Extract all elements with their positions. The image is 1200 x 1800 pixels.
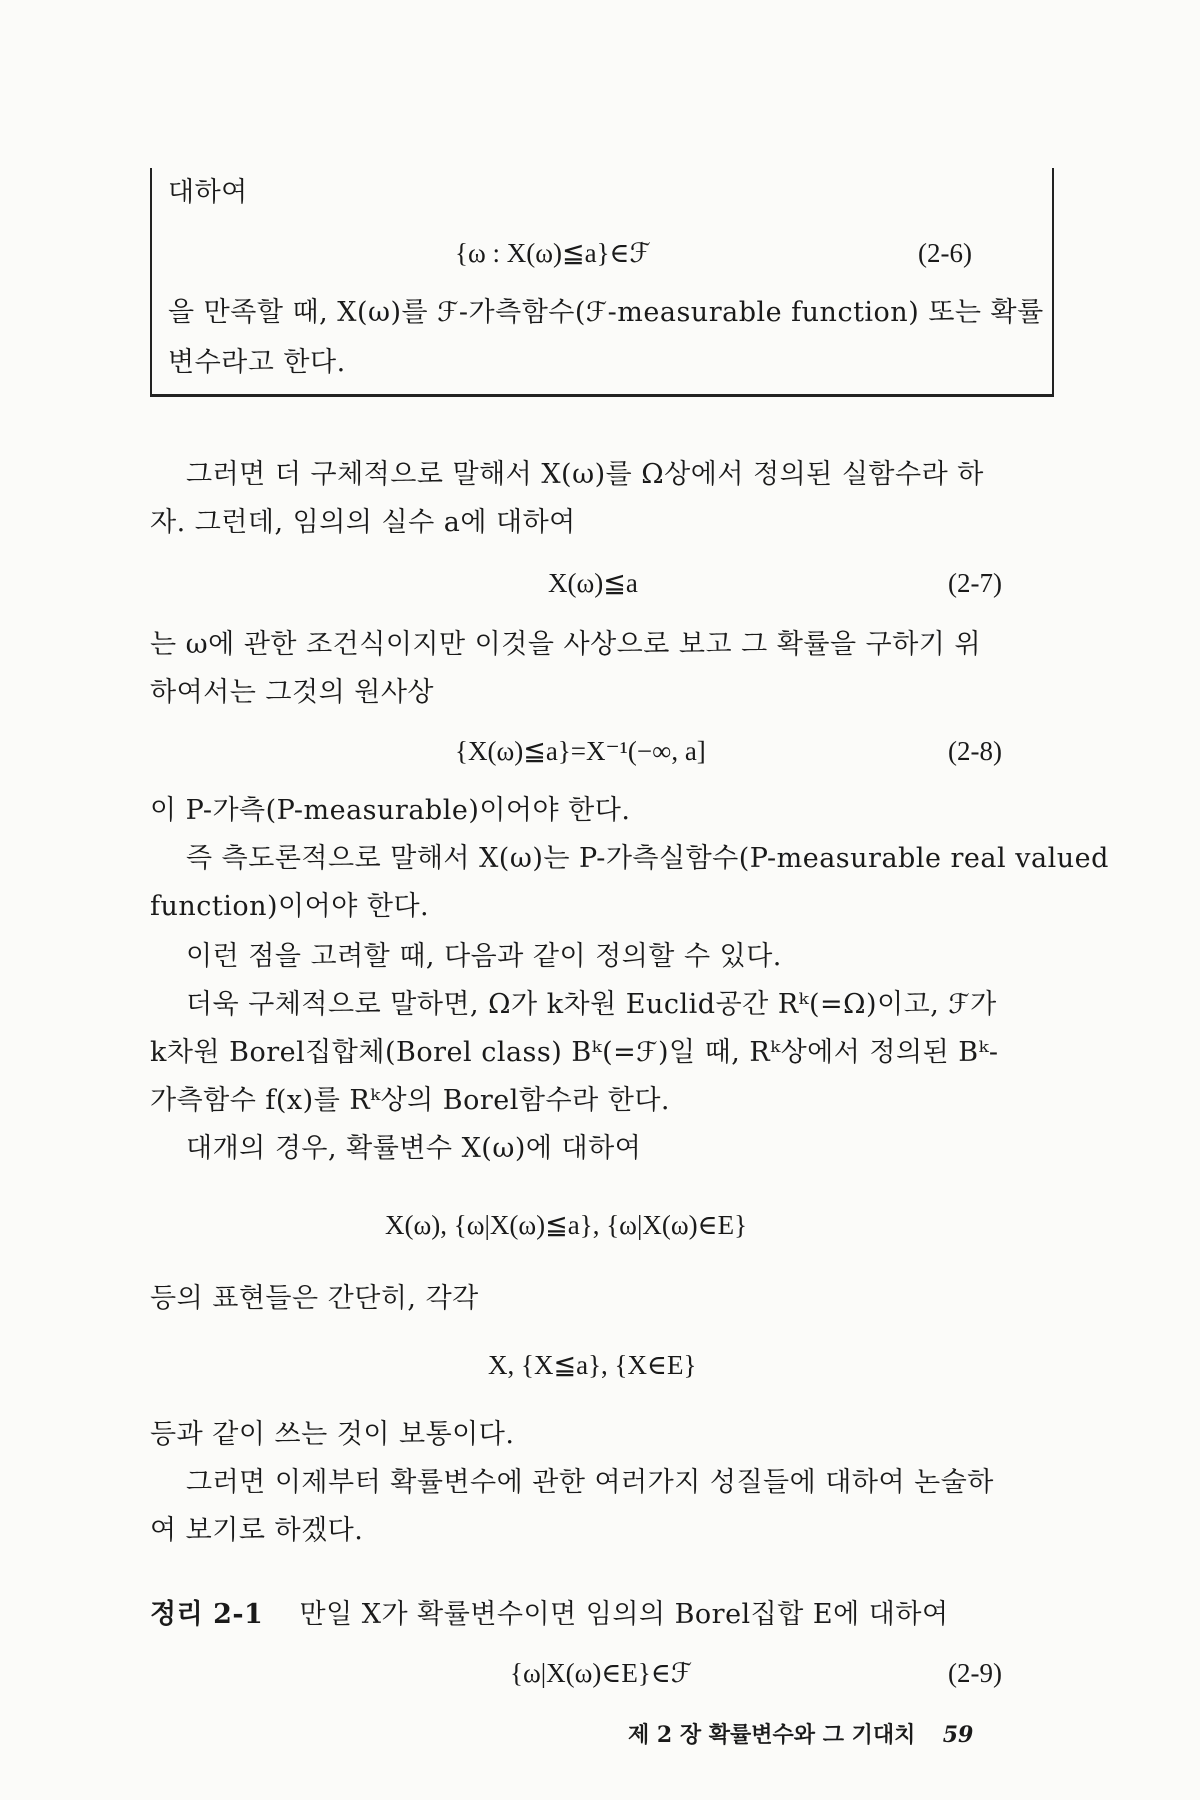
definition-line-2: 을 만족할 때, X(ω)를 ℱ-가측함수(ℱ-measurable function) 또는 확률 xyxy=(168,297,1044,328)
equation-expressions: X(ω), {ω|X(ω)≦a}, {ω|X(ω)∈E} xyxy=(385,1210,748,1240)
equation-2-9-number: (2-9) xyxy=(948,1658,1002,1688)
theorem-text: 만일 X가 확률변수이면 임의의 Borel집합 E에 대하여 xyxy=(299,1599,949,1630)
paragraph-2-line-1: 는 ω에 관한 조건식이지만 이것을 사상으로 보고 그 확률을 구하기 위 xyxy=(150,629,982,660)
equation-2-9: {ω|X(ω)∈E}∈ℱ xyxy=(510,1658,693,1688)
paragraph-8-line-1: 등의 표현들은 간단히, 각각 xyxy=(150,1283,479,1314)
paragraph-3-line-1: 이 P-가측(P-measurable)이어야 한다. xyxy=(150,795,631,826)
paragraph-5-line-1: 이런 점을 고려할 때, 다음과 같이 정의할 수 있다. xyxy=(186,941,782,972)
equation-2-6-number: (2-6) xyxy=(918,238,972,268)
definition-line-3: 변수라고 한다. xyxy=(168,347,346,378)
paragraph-4-line-2: function)이어야 한다. xyxy=(150,891,430,922)
equation-2-6: {ω : X(ω)≦a}∈ℱ xyxy=(455,238,651,268)
footer-chapter: 제 2 장 확률변수와 그 기대치 xyxy=(628,1722,916,1748)
definition-box-bottom-rule xyxy=(150,394,1054,397)
paragraph-1-line-2: 자. 그런데, 임의의 실수 a에 대하여 xyxy=(150,507,576,538)
paragraph-1-line-1: 그러면 더 구체적으로 말해서 X(ω)를 Ω상에서 정의된 실함수라 하 xyxy=(186,459,984,490)
paragraph-7-line-1: 대개의 경우, 확률변수 X(ω)에 대하여 xyxy=(186,1133,642,1164)
theorem-label: 정리 2-1 xyxy=(150,1599,264,1630)
footer-page-number: 59 xyxy=(942,1722,974,1748)
paragraph-9-line-1: 등과 같이 쓰는 것이 보통이다. xyxy=(150,1419,515,1450)
paragraph-2-line-2: 하여서는 그것의 원사상 xyxy=(150,677,434,708)
definition-line-1: 대하여 xyxy=(168,177,248,208)
theorem-2-1 xyxy=(150,1598,949,1632)
equation-2-8-number: (2-8) xyxy=(948,736,1002,766)
equation-short-forms: X, {X≦a}, {X∈E} xyxy=(488,1350,697,1380)
equation-2-8: {X(ω)≦a}=X⁻¹(−∞, a] xyxy=(455,736,706,766)
paragraph-10-line-2: 여 보기로 하겠다. xyxy=(150,1515,364,1546)
paragraph-6-line-1: 더욱 구체적으로 말하면, Ω가 k차원 Euclid공간 Rᵏ(=Ω)이고, ℱ가 xyxy=(186,989,997,1020)
running-footer xyxy=(628,1720,973,1750)
paragraph-4-line-1: 즉 측도론적으로 말해서 X(ω)는 P-가측실함수(P-measurable real valued xyxy=(186,843,1109,874)
paragraph-6-line-3: 가측함수 f(x)를 Rᵏ상의 Borel함수라 한다. xyxy=(150,1085,670,1116)
equation-2-7-number: (2-7) xyxy=(948,568,1002,598)
paragraph-10-line-1: 그러면 이제부터 확률변수에 관한 여러가지 성질들에 대하여 논술하 xyxy=(186,1467,994,1498)
paragraph-6-line-2: k차원 Borel집합체(Borel class) Bᵏ(=ℱ)일 때, Rᵏ상에서 정의된 Bᵏ- xyxy=(150,1037,999,1068)
equation-2-7: X(ω)≦a xyxy=(548,568,638,598)
